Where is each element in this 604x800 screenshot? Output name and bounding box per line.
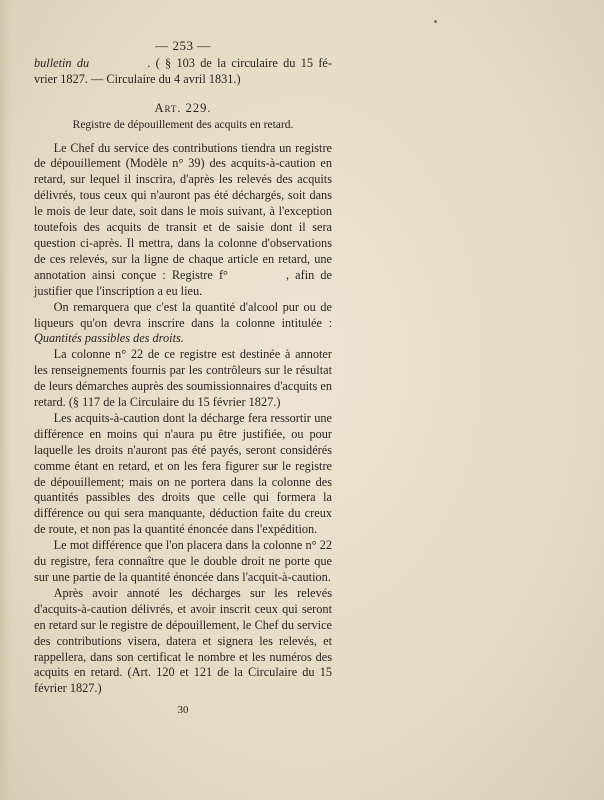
continuation-rest: . ( § 103 de la circulaire du 15 fé- [147, 55, 332, 70]
paper-spot [434, 20, 437, 23]
paragraph-p2 [34, 300, 332, 348]
continuation-text [34, 56, 332, 88]
article-heading: Art. 229. [154, 100, 212, 115]
paragraph-p1 [34, 141, 332, 300]
text-column [34, 38, 332, 719]
article-body [34, 141, 332, 698]
paragraph-p5 [34, 538, 332, 586]
italic-text: Quantités passibles des droits. [34, 331, 184, 346]
paragraph-p3 [34, 347, 332, 411]
paragraph-p4 [34, 411, 332, 538]
paragraph-text: Après avoir annoté les décharges sur les relevés d'acquits-à-caution délivrés, et avoir inscrit ceux qui seront en retard sur le registre de dépouillement, le Chef du service des contributions visera, datera et signera les relevés, et rappellera, dans son certificat le nombre et les numéros des acquits en retard. (Art. 120 et 121 de la Circulaire du 15 février 1827.) [34, 585, 332, 696]
continuation-line2: vrier 1827. — Circulaire du 4 avril 1831.) [34, 71, 241, 86]
paragraph-text: La colonne n° 22 de ce registre est destinée à annoter les renseignements fournis par les contrôleurs sur le résultat de leurs démarches auprès des soumissionnaires d'acquits en retard. (§ 117 de la Circulaire du 15 février 1827.) [34, 347, 332, 410]
paragraph-text: Le Chef du service des contributions tiendra un registre de dépouillement (Modèle n° 39) des acquits-à-caution en retard, sur lequel il inscrira, d'après les relevés des acquits délivrés, tous ceux qui n'auront pas été déchargés, soit dans le mois de leur date, soit dans le mois suivant, à l'exception toutefois des acquits de transit et de saisie dont il sera question ci-après. Il mettra, dans la colonne d'observations de ces relevés, sur la ligne de chaque article en retard, une annotation ainsi conçue : Registre f° [34, 140, 332, 282]
paragraph-text: , afin de justifier que l'inscription a eu lieu. [34, 267, 333, 298]
continuation-italic: bulletin du [34, 55, 90, 70]
page-number: — 253 — [155, 38, 211, 53]
signature-mark: 30 [177, 704, 189, 717]
paragraph-text: Les acquits-à-caution dont la décharge fera ressortir une différence en moins qui n'aura pu être justifiée, ou pour laquelle les droits n'auront pas été payés, seront considérés comme étant en retard, et on les fera figurer sur le registre de dépouillement; mais on ne portera dans la colonne des quantités passibles des droits que celle qui formera la différence ou qui sera manquante, déduction faite du creux de route, et non pas la quantité énoncée dans l'expédition. [34, 410, 332, 537]
paragraph-text: On remarquera que c'est la quantité d'alcool pur ou de liqueurs qu'on devra inscrire dans la colonne intitulée : [34, 299, 332, 330]
paragraph-p6 [34, 586, 332, 697]
binding-shadow [0, 0, 10, 800]
article-title: Registre de dépouillement des acquits en retard. [72, 118, 294, 131]
paragraph-text: Le mot différence que l'on placera dans la colonne n° 22 du registre, fera connaître que le double droit ne porte que sur une partie de la quantité énoncée dans l'acquit-à-caution. [34, 538, 332, 584]
